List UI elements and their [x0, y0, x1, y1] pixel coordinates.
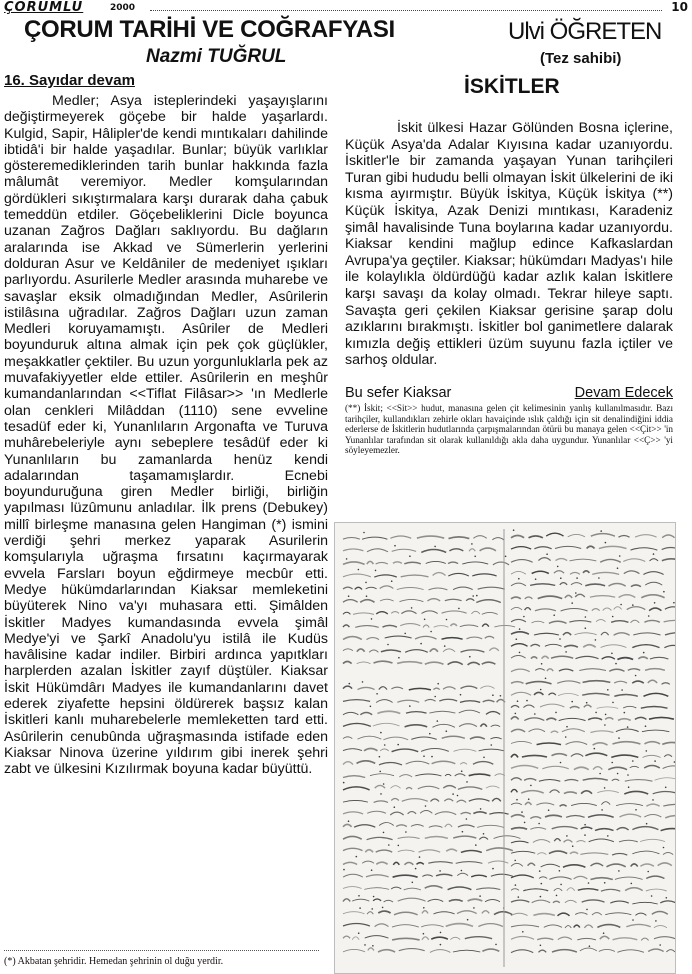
script-line: [511, 773, 675, 782]
script-line: [343, 532, 504, 540]
script-line: [343, 543, 496, 552]
right-column-text: [345, 120, 673, 369]
script-line: [343, 643, 499, 653]
script-line: [511, 798, 675, 806]
script-line: [511, 627, 675, 635]
script-line: [511, 882, 667, 891]
script-line: [511, 689, 668, 697]
script-line: [343, 770, 505, 777]
script-line: [511, 909, 668, 916]
header-divider: [150, 10, 662, 11]
article-author: Nazmi TUĞRUL: [146, 46, 287, 67]
script-line: [343, 618, 515, 627]
continued-from-heading: 16. Sayıdar devam: [4, 72, 135, 89]
script-line: [343, 844, 513, 852]
right-footnote: (**) İskit; <<Sit>> hudut, manasına gelen çit kelimesinin yanlış kullanılmasıdır. Bazı tarihçiler, kullandıkları zehirle okları havaiçinde ıslık çaldığı için sit denalindiğini iddia ederlerse de İskitlerin hudutlarında çarpışmalarından ötürü bu manaya gelen <<Çit>> 'in Yunanlılar tarafından sit olarak kullanıldığı akla daha uygundur. Yunanlılar <<Ç>> 'yi söyleyemezler.: [345, 403, 673, 456]
section-heading-iskitler: İSKİTLER: [464, 75, 560, 98]
script-line: [511, 834, 665, 843]
script-line: [511, 577, 662, 586]
script-line: [511, 553, 675, 562]
right-column-paragraph: İskit ülkesi Hazar Gölünden Bosna içlerine, Küçük Asya'da Adalar Kıyısına kadar uzanıyordu. İskitler'le bir zamanda yaşayan Yunan tarihçileri Turan gibi hududu belli olmayan İskit ülkelerini de iki kısma ayırmıştır. Büyük İskitya, Küçük İskitya (**) Küçük İskitya, Azak Denizi mıntıkası, Karadeniz şimâl havalisinde Tuna boylarına kadar uzanıyordu. Kiaksar kendini mağlup edince Kafkaslardan Avrupa'ya geçtiler. Kiaksar; hükümdarı Madyas'ı hile ile kolaylıkla öldürdüğü kadar azlık kalan İskitlere karşı savaşı da kolay olmadı. Tekrar hileye saptı. Savaşta geri çekilen Kiaksar gerisine şarap dolu azıklarını bırakmıştı. İskitler bol ganimetlere dalarak kımızla değiş ettikleri üzüm suyunu fazla içtiler ve sarhoş oldular.: [345, 120, 673, 369]
script-line: [343, 793, 501, 802]
left-footnote: (*) Akbatan şehridir. Hemedan şehrinin ol duğu yerdir.: [4, 956, 224, 967]
script-line: [511, 712, 674, 721]
script-line: [511, 736, 675, 745]
script-line: [511, 931, 675, 940]
script-line: [511, 919, 667, 928]
to-be-continued-link[interactable]: Devam Edecek: [574, 385, 673, 401]
script-line: [511, 944, 675, 952]
script-line: [343, 856, 508, 865]
left-column-paragraph: Medler; Asya isteplerindeki yaşayışlarını değiştirmeyerek göçebe bir halde yaşarlardı. Kulgid, Sapir, Hâlipler'de kendi mıntıkaları dahilinde ibtidâ'i bir halde yaşadılar. Bunlar; büyük varlıklar gösteremediklerinden tarih bunlar hakkında fazla mâlumât veremiyor. Medler komşularından gördükleri sıkıştırmalara karşı durarak daha çabuk temeddün etdiler. Göçebeliklerini Dicle boyunca uzanan Zağros Dağları saklıyordu. Bu dağların aralarında ise Akkad ve Sümerlerin yerlerini dolduran Asur ve Keldâniler de medeniyet ışıkları parlıyordu. Asurilerle Medler arasında muharebe ve savaşlar eksik olmadığından Medler, Asûrilerin istilâsına uğradılar. Zağros Dağları uzun zaman Medleri koruyamamıştı. Asûriler de Medleri boyunduruk altına almak için pek çok güçlükler, meşakkatler çektiler. Bu uzun yorgunluklarla pek az muvafakiyyetler elde ettiler. Asûrilerin en meşhûr kumandanlarından <<Tiflat Filâsar>> 'ın Medlerle olan cenkleri Milâddan (1110) sene evveline tesadüf eder ki, Yunanlıların Argonafta ve Turuva muhârebeleriyle aynı sebeplere tesâdüf eder ki Yunanlıların bu zamanlarda henüz kendi adalarından taşamamışlardır. Ecnebi boyunduruğuna giren Medler birliği, birliğin yapılması lüzûmunu anladılar. İlk prens (Debukey) millî birleşme manasına gelen Hangiman (*) ismini verdiği şehri merkez yaparak Asurilerin komşularıyla uğraşma fırsatını kaçırmayarak evvela Farsları boyun eğdirmeye mecbûr etti. Medye hükümdarlarından Kiaksar memleketini büyüterek Nino va'yı muhasara etti. Şimâlden İskitler Madyes kumandasında evvela şimâl Medye'yi ve Şarkî Anadolu'yu istilâ ile Kudüs havâlisine kadar indiler. Birbiri ardınca yapıtkları harplerden azalan İskitler zayıf düştüler. Kiaksar İskit Hükümdârı Madyes ile kumandanlarını davet ederek ziyafette hepsini öldürerek başsız kalan İskitleri kanlı muharebelerle memleketten tard etti. Asûrilerin cenubûnda uğraşmasında istifade eden Kiaksar Ninova üzerine yıldırım gibi inerek şehri zabt ve ülkesini Kızılırmak boyuna kadar büyüttü.: [4, 93, 328, 778]
script-line: [511, 822, 675, 831]
scanned-document-image: [334, 522, 676, 974]
script-line: [511, 675, 670, 685]
script-line: [511, 845, 673, 855]
footnote-divider: [4, 950, 319, 951]
script-line: [343, 932, 492, 940]
script-line: [343, 755, 493, 765]
script-line: [343, 818, 504, 827]
script-line: [511, 529, 675, 537]
script-line: [511, 895, 675, 904]
script-line: [511, 700, 668, 709]
continuation-text: Bu sefer Kiaksar: [345, 385, 452, 401]
script-line: [343, 631, 494, 640]
script-line: [511, 591, 665, 599]
script-line: [511, 566, 664, 575]
script-line: [511, 760, 675, 770]
left-column-text: [4, 93, 328, 777]
script-line: [343, 569, 497, 577]
script-line: [343, 705, 500, 715]
thesis-owner-name: Ulvi ÖĞRETEN: [508, 18, 662, 45]
script-line: [343, 944, 499, 953]
script-line: [343, 895, 500, 902]
script-line: [343, 720, 500, 727]
scanned-document-graphic: [335, 523, 675, 973]
script-line: [343, 781, 500, 790]
script-line: [343, 555, 509, 565]
script-line: [343, 868, 513, 877]
script-line: [343, 580, 505, 590]
continuation-row: [345, 385, 673, 401]
script-line: [511, 870, 664, 880]
script-line: [343, 831, 520, 840]
script-line: [511, 602, 675, 611]
issue-year: 2000: [110, 3, 136, 13]
script-line: [343, 744, 504, 752]
page-number: 10: [671, 0, 688, 14]
newspaper-logo: ÇORUMLU: [4, 0, 84, 15]
script-line: [343, 693, 505, 703]
script-line: [343, 595, 501, 603]
script-line: [343, 681, 495, 690]
thesis-owner-role: (Tez sahibi): [540, 50, 622, 67]
script-line: [511, 809, 675, 819]
script-line: [511, 638, 675, 648]
script-line: [511, 614, 675, 623]
script-line: [343, 805, 509, 815]
script-line: [511, 724, 669, 733]
script-line: [511, 785, 675, 794]
script-line: [343, 919, 503, 927]
script-line: [343, 882, 500, 890]
script-line: [343, 907, 512, 915]
script-line: [343, 656, 495, 665]
script-line: [511, 542, 675, 550]
article-title: ÇORUM TARİHİ VE COĞRAFYASI: [24, 16, 395, 43]
script-line: [511, 748, 672, 758]
script-line: [511, 663, 665, 672]
script-line: [343, 730, 502, 739]
script-line: [511, 860, 672, 868]
script-line: [511, 651, 668, 659]
script-line: [343, 607, 498, 614]
